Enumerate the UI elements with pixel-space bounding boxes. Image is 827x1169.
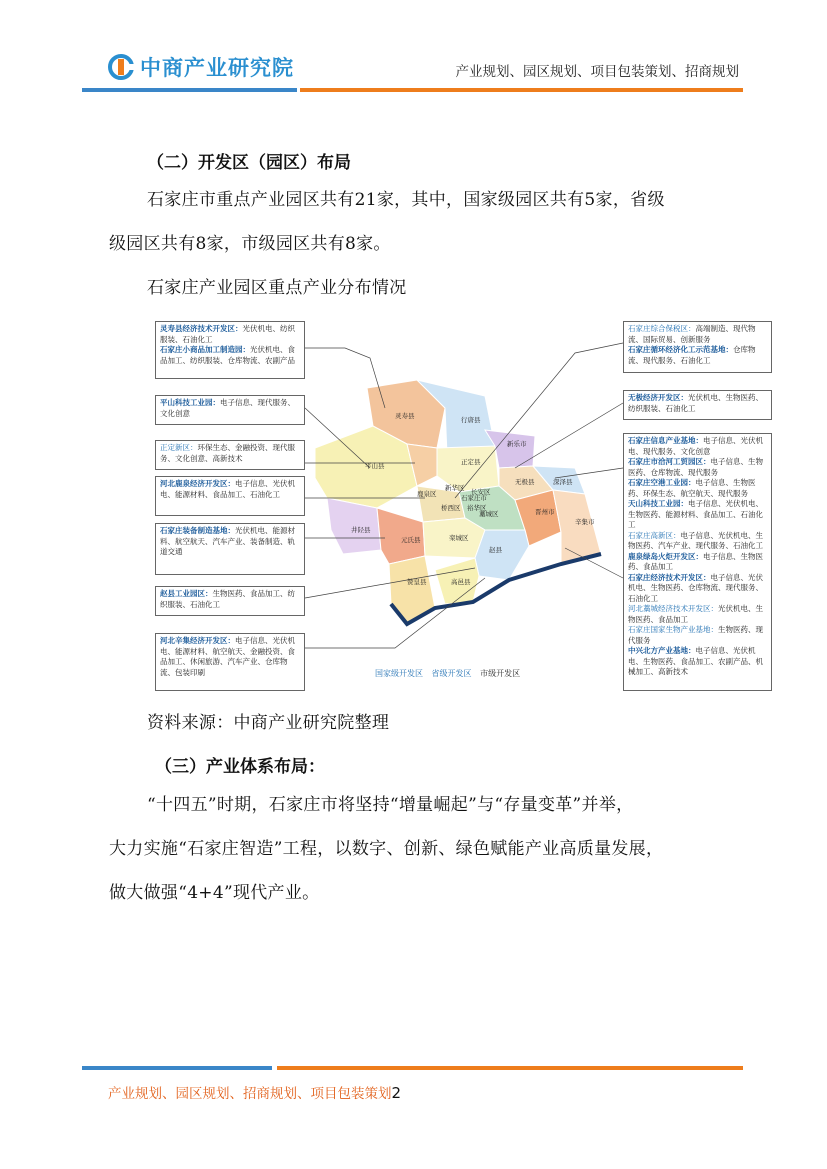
park-name: 鹿泉绿岛火炬开发区： (628, 551, 703, 561)
park-name: 中兴北方产业基地： (628, 646, 696, 655)
annotation-box-urban-parks (623, 433, 772, 691)
park-industries: 电子信息、现代服务、文化创意 (160, 398, 295, 418)
park-industries: 电子信息、光伏机电、生物医药、仓库物流、现代服务、石油化工 (628, 572, 763, 603)
park-name: 正定新区： (160, 443, 198, 452)
park-name: 石家庄国家生物产业基地： (628, 625, 718, 634)
park-name: 灵寿县经济技术开发区： (160, 324, 243, 333)
section-heading-3: （三）产业体系布局： (155, 757, 325, 777)
map-county-label: 晋州市 (535, 508, 555, 516)
park-name: 赵县工业园区： (160, 589, 213, 598)
park-industries: 电子信息、光伏机电、生物医药、能源材料、食品加工、石油化工 (628, 499, 763, 529)
park-industries: 仓库物流、现代服务、石油化工 (628, 345, 756, 365)
park-name: 无极经济开发区： (628, 393, 688, 402)
legend-national: 国家级开发区 (375, 669, 423, 678)
park-name: 河北藁城经济技术开发区： (628, 604, 718, 613)
footer-divider-orange (277, 1066, 743, 1070)
logo-icon (108, 54, 134, 80)
map-county-label: 元氏县 (401, 536, 421, 544)
legend-municipal: 市级开发区 (480, 669, 521, 678)
section-heading-2: （二）开发区（园区）布局 (147, 153, 351, 173)
park-name: 石家庄信息产业基地： (628, 436, 703, 445)
park-industries: 电子信息、生物医药、食品加工 (628, 551, 763, 571)
park-industries: 电子信息、光伏机电、生物医药、汽车产业、现代服务、石油化工 (628, 530, 763, 550)
header-divider-orange (300, 88, 743, 92)
footer (108, 1082, 401, 1102)
annotation-box-bonded-zone (623, 321, 772, 373)
map-county-label: 鹿泉区 (417, 490, 437, 498)
map-county-label: 石家庄市 (461, 494, 487, 502)
park-industries: 光伏机电、生物医药、食品加工 (628, 604, 763, 624)
footer-divider-blue (82, 1066, 272, 1070)
map-county-label: 赞皇县 (407, 578, 427, 586)
map-county-label: 藁城区 (479, 510, 499, 518)
park-industries: 光伏机电、纺织服装、石油化工 (160, 324, 295, 344)
map-county-label: 栾城区 (449, 534, 469, 542)
paragraph-line: 做大做强“4+4”现代产业。 (109, 883, 320, 903)
paragraph-line: 大力实施“石家庄智造”工程，以数字、创新、绿色赋能产业高质量发展， (109, 839, 664, 859)
park-industries: 高端制造、现代物流、国际贸易、创新服务 (628, 324, 756, 344)
map-county-label: 井陉县 (351, 526, 371, 534)
map-county-label: 无极县 (515, 478, 535, 486)
park-industries: 环保生态、金融投资、现代服务、文化创意、高新技术 (160, 443, 295, 463)
annotation-box-zhaoxian (155, 586, 305, 616)
park-industries: 电子信息、生物医药、仓库物流、现代服务 (628, 457, 763, 477)
park-name: 石家庄综合保税区： (628, 324, 696, 333)
paragraph-line: 级园区共有8家，市级园区共有8家。 (109, 234, 391, 254)
region-zhengding (437, 446, 499, 492)
park-industries: 电子信息、光伏机电、能源材料、航空航天、金融投资、食品加工、休闲旅游、汽车产业、仓库物流、包装印刷 (160, 636, 295, 677)
region-zhaoxian (475, 530, 529, 580)
annotation-box-pingshan (155, 395, 305, 425)
park-industries: 生物医药、食品加工、纺织服装、石油化工 (160, 589, 295, 609)
park-name: 石家庄市洽河工贸园区： (628, 457, 711, 466)
annotation-box-xinji (155, 633, 305, 691)
park-industries: 电子信息、光伏机电、能源材料、食品加工、石油化工 (160, 479, 295, 499)
park-name: 河北辛集经济开发区： (160, 636, 235, 645)
region-xinji (553, 490, 601, 564)
map-county-label: 深泽县 (553, 478, 573, 486)
industrial-park-map-figure (155, 318, 772, 694)
map-county-label: 行唐县 (461, 416, 481, 424)
header-divider-blue (82, 88, 297, 92)
annotation-box-lingshou (155, 321, 305, 379)
region-gaoyi (435, 558, 479, 604)
map-county-label: 辛集市 (575, 518, 595, 526)
annotation-box-zhengding (155, 440, 305, 470)
company-logo (108, 52, 294, 82)
header-tagline: 产业规划、园区规划、项目包装策划、招商规划 (455, 64, 739, 80)
map-county-label: 赵县 (489, 546, 502, 554)
legend-provincial: 省级开发区 (431, 669, 472, 678)
park-industries: 电子信息、光伏机电、现代服务、文化创意 (628, 436, 763, 456)
park-name: 河北鹿泉经济开发区： (160, 479, 235, 488)
park-name: 石家庄循环经济化工示范基地： (628, 345, 733, 354)
map-county-label: 高邑县 (451, 578, 471, 586)
park-industries: 电子信息、生物医药、环保生态、航空航天、现代服务 (628, 478, 756, 498)
park-name: 石家庄装备制造基地： (160, 526, 235, 535)
park-industries: 光伏机电、食品加工、纺织服装、仓库物流、农副产品 (160, 345, 295, 365)
park-name: 石家庄小商品加工制造园： (160, 345, 250, 354)
map-county-label: 长安区 (471, 488, 491, 496)
map-county-label: 新乐市 (507, 440, 527, 448)
annotation-box-equipment (155, 523, 305, 575)
map-county-label: 正定县 (461, 458, 481, 466)
park-industries: 光伏机电、能源材料、航空航天、汽车产业、装备制造、轨道交通 (160, 526, 295, 556)
park-name: 石家庄空港工业园： (628, 478, 696, 487)
paragraph-line: 石家庄市重点产业园区共有21家，其中，国家级园区共有5家，省级 (147, 190, 665, 210)
park-name: 平山科技工业园： (160, 398, 220, 407)
map-county-label: 新华区 (445, 484, 465, 492)
page-number: 2 (391, 1084, 402, 1102)
map-county-label: 平山县 (365, 462, 385, 470)
park-industries: 生物医药、现代服务 (628, 625, 763, 645)
source-note: 资料来源：中商产业研究院整理 (147, 713, 390, 733)
region-luancheng (423, 518, 485, 558)
annotation-box-luquan (155, 476, 305, 516)
park-name: 天山科技工业园： (628, 499, 688, 508)
map-county-label: 桥西区 (441, 504, 461, 512)
region-urban (417, 486, 465, 522)
annotation-box-wuji (623, 390, 772, 420)
region-yuanshi (377, 508, 425, 564)
park-industries: 电子信息、光伏机电、生物医药、食品加工、农副产品、机械加工、高新技术 (628, 646, 763, 676)
logo-text: 中商产业研究院 (140, 56, 294, 80)
park-name: 石家庄高新区： (628, 530, 681, 540)
figure-title: 石家庄产业园区重点产业分布情况 (147, 278, 407, 298)
park-name: 石家庄经济技术开发区： (628, 572, 711, 582)
map-legend (375, 668, 526, 679)
park-industries: 光伏机电、生物医药、纺织服装、石油化工 (628, 393, 763, 413)
footer-text: 产业规划、园区规划、招商规划、项目包装策划 (108, 1086, 392, 1102)
map-county-label: 裕华区 (467, 504, 487, 512)
map-county-label: 灵寿县 (395, 412, 415, 420)
paragraph-line: “十四五”时期，石家庄市将坚持“增量崛起”与“存量变革”并举， (147, 795, 634, 815)
